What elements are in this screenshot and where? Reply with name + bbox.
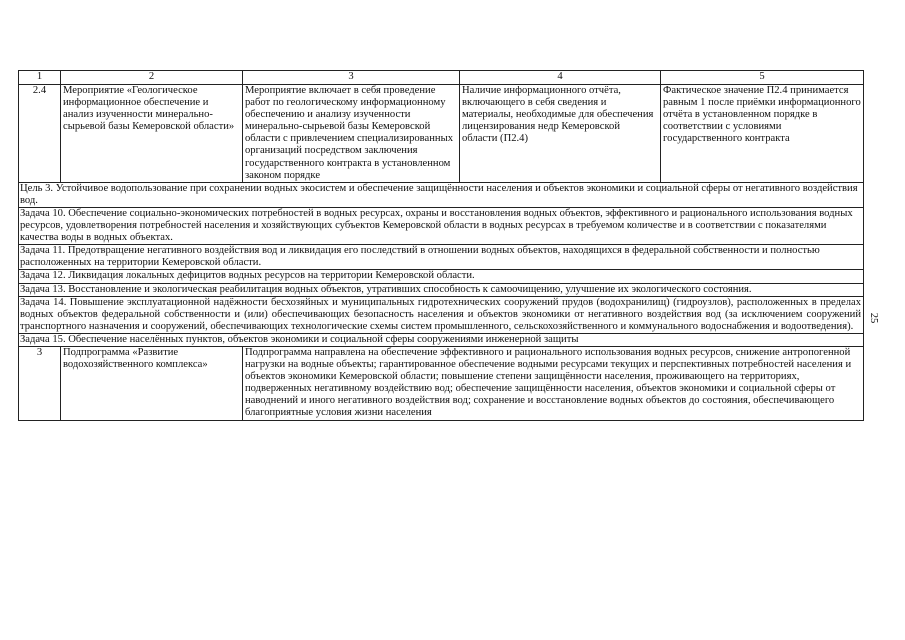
task-row xyxy=(19,296,864,333)
task-row xyxy=(19,245,864,270)
header-cell-4: 4 xyxy=(460,71,661,85)
task-14: Задача 14. Повышение эксплуатационной надёжности бесхозяйных и муниципальных гидротехнических сооружений прудов (водохранилищ) (гидроузлов), расположенных в пределах водных объектов федеральной собственности и (или) обеспечивающих безопасность населения и объектов экономики от негативного воздействия вод (за исключением сооружений транспортного назначения и сооружений, обеспечивающих технологические схемы систем промышленного, сельскохозяйственного и коммунального водоснабжения и водоотведения). xyxy=(19,296,864,333)
header-cell-3: 3 xyxy=(243,71,460,85)
task-row xyxy=(19,283,864,296)
program-table xyxy=(18,70,864,421)
page-number: 25 xyxy=(868,312,879,324)
header-cell-5: 5 xyxy=(661,71,864,85)
task-12: Задача 12. Ликвидация локальных дефицитов водных ресурсов на территории Кемеровской области. xyxy=(19,270,864,283)
header-row xyxy=(19,71,864,85)
event-name: Мероприятие «Геологическое информационное обеспечение и анализ изученности минерально-сырьевой базы Кемеровской области» xyxy=(61,85,243,183)
goal-text: Цель 3. Устойчивое водопользование при сохранении водных экосистем и обеспечение защищённости населения и объектов экономики и социальной сферы от негативного воздействия вод. xyxy=(19,182,864,207)
row-number: 2.4 xyxy=(19,85,61,183)
task-row xyxy=(19,270,864,283)
table-row-2-4 xyxy=(19,85,864,183)
table-row-3 xyxy=(19,346,864,420)
task-15: Задача 15. Обеспечение населённых пунктов, объектов экономики и социальной сферы сооружениями инженерной защиты xyxy=(19,333,864,346)
task-11: Задача 11. Предотвращение негативного воздействия вод и ликвидация его последствий в отношении водных объектов, находящихся в федеральной собственности и полностью расположенных на территории Кемеровской области. xyxy=(19,245,864,270)
header-cell-2: 2 xyxy=(61,71,243,85)
row-number: 3 xyxy=(19,346,61,420)
indicator-name: Наличие информационного отчёта, включающего в себя сведения и материалы, необходимые для обеспечения лицензирования недр Кемеровской области (П2.4) xyxy=(460,85,661,183)
subprogram-name: Подпрограмма «Развитие водохозяйственного комплекса» xyxy=(61,346,243,420)
indicator-formula: Фактическое значение П2.4 принимается равным 1 после приёмки информационного отчёта в установленном порядке в соответствии с условиями государственного контракта xyxy=(661,85,864,183)
goal-row xyxy=(19,182,864,207)
task-13: Задача 13. Восстановление и экологическая реабилитация водных объектов, утративших способность к самоочищению, улучшение их экологического состояния. xyxy=(19,283,864,296)
header-cell-1: 1 xyxy=(19,71,61,85)
task-row xyxy=(19,333,864,346)
task-10: Задача 10. Обеспечение социально-экономических потребностей в водных ресурсах, охраны и восстановления водных объектов, эффективного и рационального использования водных ресурсов, удовлетворения потребностей населения и хозяйствующих субъектов Кемеровской области в водных ресурсах в требуемом количестве и в соответствии с показателями качества воды в водных объектах. xyxy=(19,207,864,244)
event-description: Мероприятие включает в себя проведение работ по геологическому информационному обеспечению и анализу изученности минерально-сырьевой базы Кемеровской области с привлечением специализированных организаций посредством заключения государственного контракта в установленном законом порядке xyxy=(243,85,460,183)
task-row xyxy=(19,207,864,244)
subprogram-description: Подпрограмма направлена на обеспечение эффективного и рационального использования водных ресурсов, снижение антропогенной нагрузки на водные объекты; гарантированное обеспечение водными ресурсами текущих и перспективных потребностей населения и объектов экономики Кемеровской области; повышение степени защищённости населения, проживающего на территориях, подверженных негативному воздействию вод; обеспечение защищённости населения, объектов экономики и социальной сферы от наводнений и иного негативного воздействия вод; сохранение и восстановление водных объектов до состояния, обеспечивающего благоприятные условия жизни населения xyxy=(243,346,864,420)
